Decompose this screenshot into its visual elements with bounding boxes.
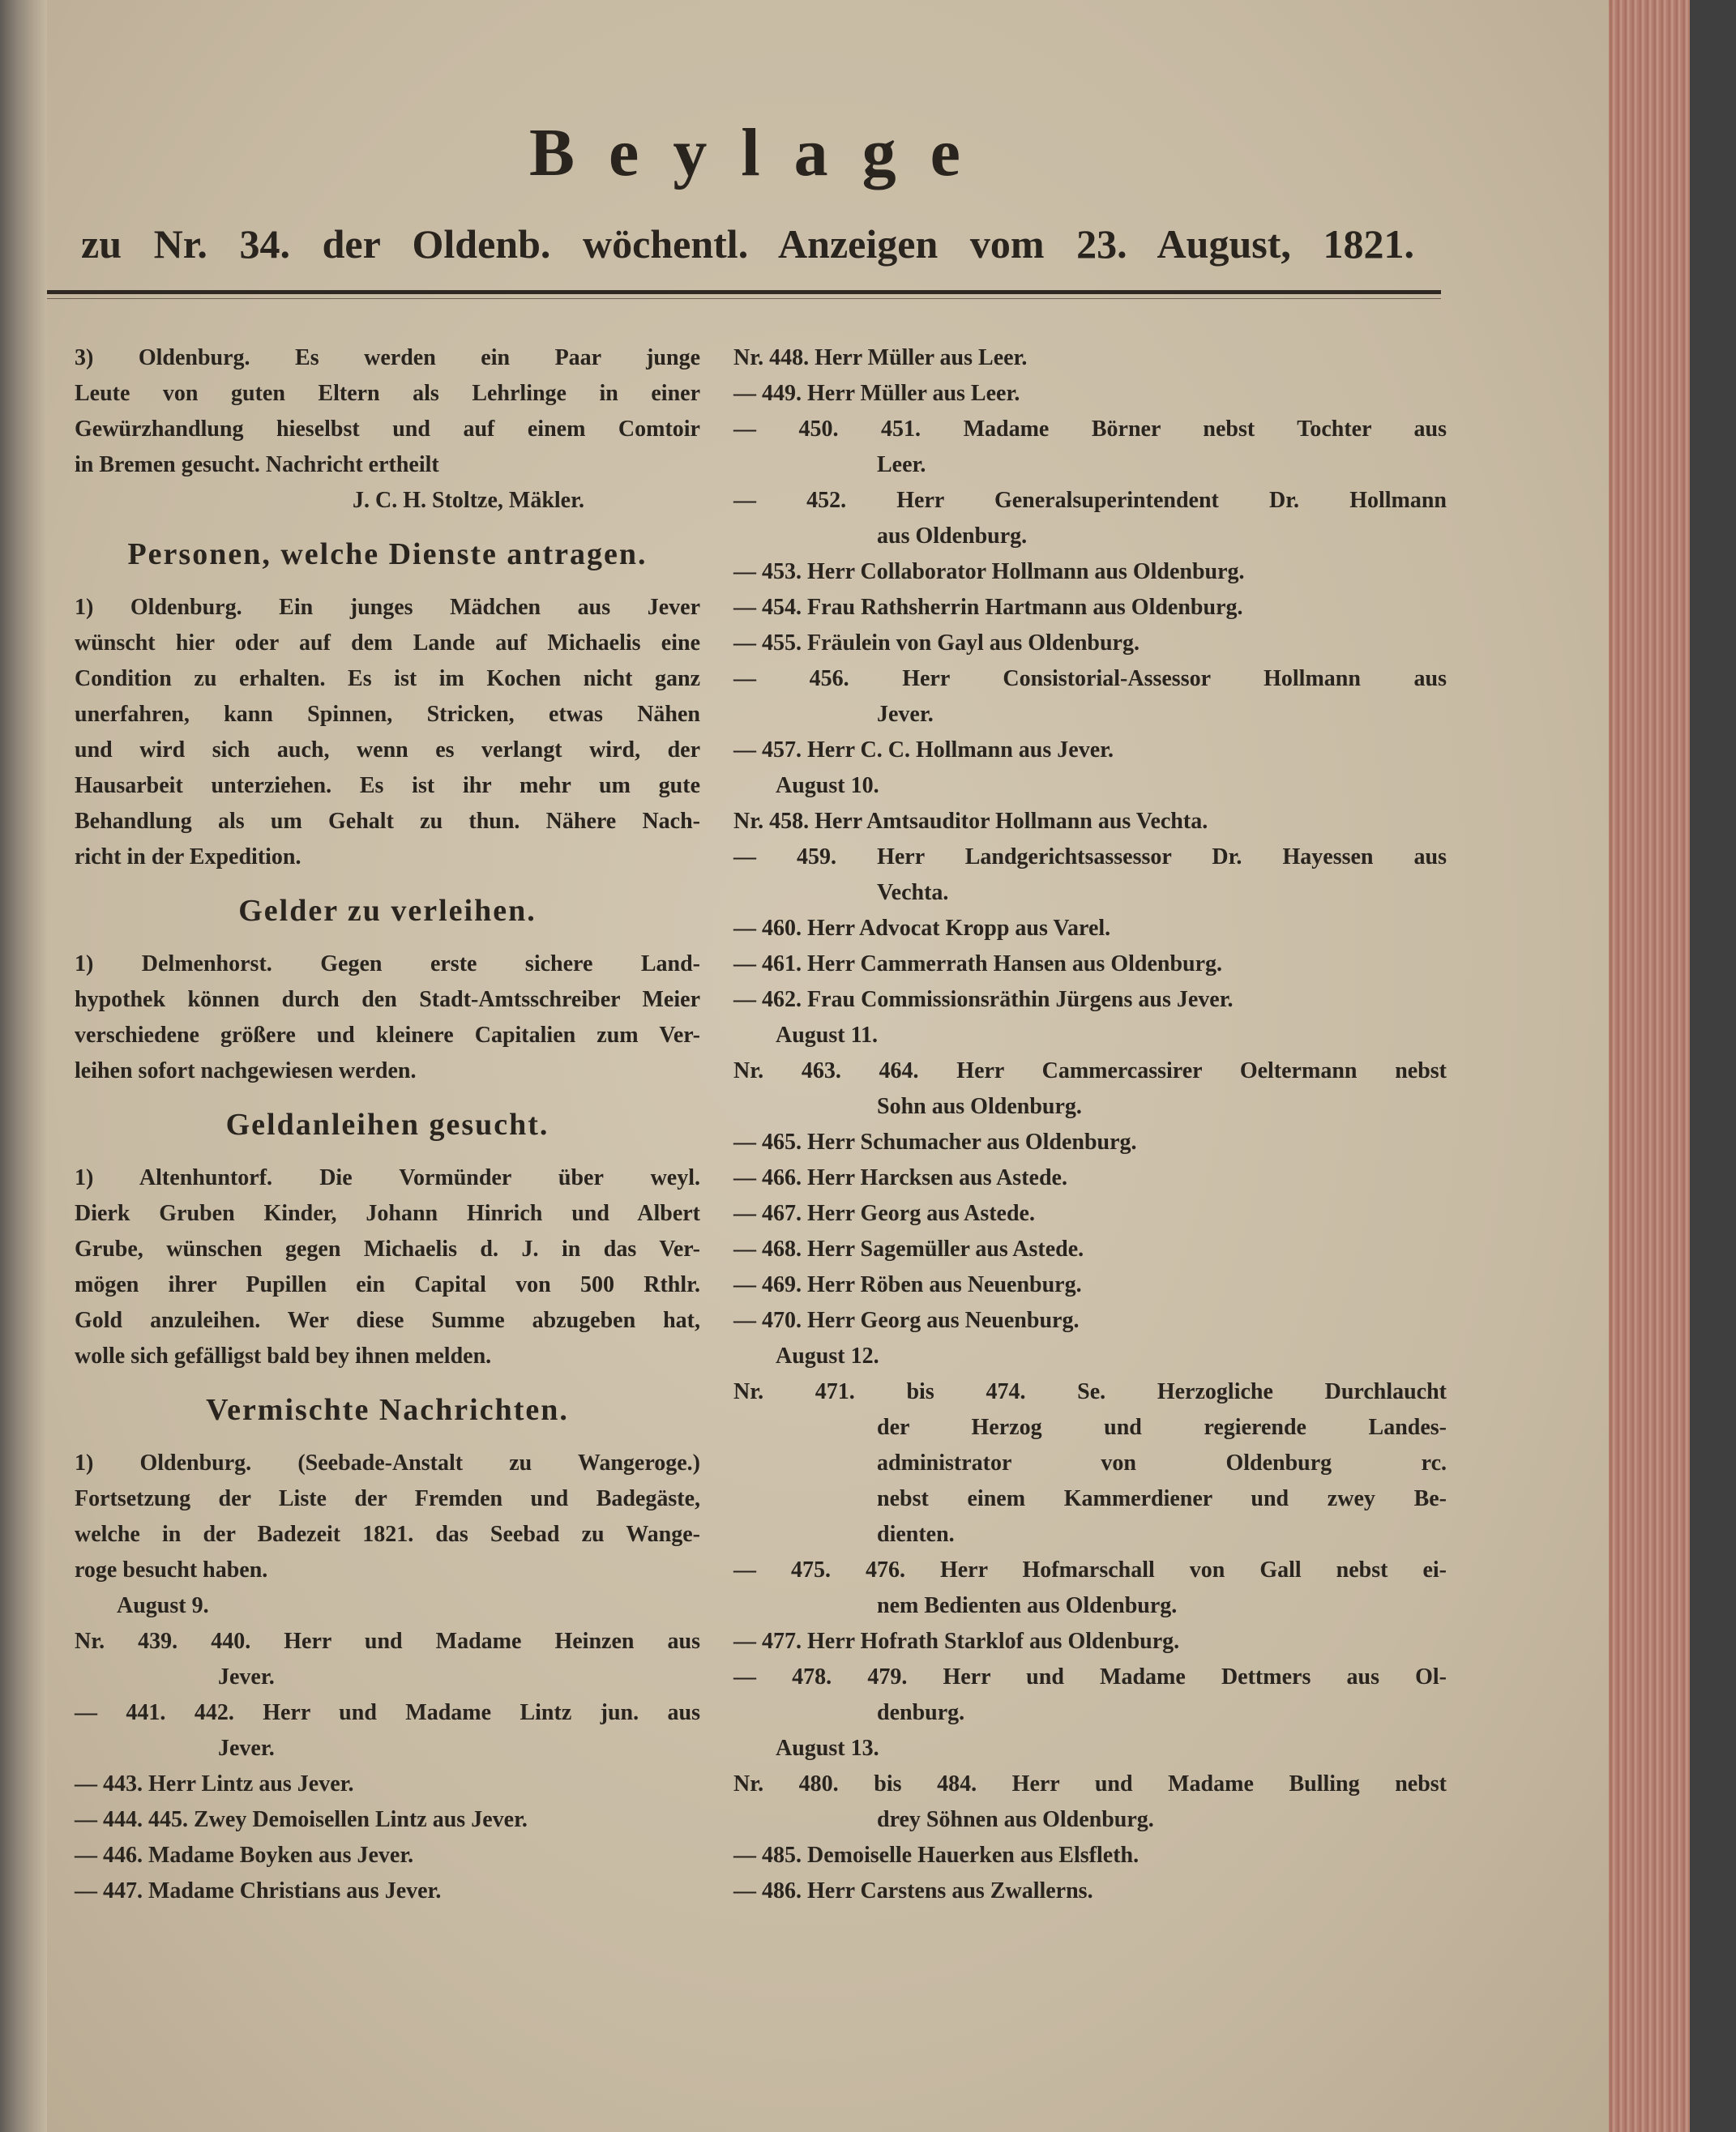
text-line: nebst einem Kammerdiener und zwey Be- bbox=[877, 1486, 1447, 1511]
text-line: 1) Delmenhorst. Gegen erste sichere Land- bbox=[75, 951, 700, 976]
date-heading: August 9. bbox=[117, 1593, 209, 1618]
text-line: Leute von guten Eltern als Lehrlinge in einer bbox=[75, 381, 700, 406]
text-line: und wird sich auch, wenn es verlangt wird, der bbox=[75, 737, 700, 763]
text-line: — 459. Herr Landgerichtsassessor Dr. Hayessen aus bbox=[733, 844, 1447, 869]
text-line: — 447. Madame Christians aus Jever. bbox=[75, 1878, 442, 1903]
text-line: unerfahren, kann Spinnen, Stricken, etwas Nähen bbox=[75, 702, 700, 727]
section-heading: Geldanleihen gesucht. bbox=[225, 1108, 549, 1142]
text-line: welche in der Badezeit 1821. das Seebad zu Wange- bbox=[75, 1522, 700, 1547]
text-line: wolle sich gefälligst bald bey ihnen melden. bbox=[75, 1344, 492, 1369]
text-line: Gold anzuleihen. Wer diese Summe abzugeben hat, bbox=[75, 1308, 700, 1333]
page-edges bbox=[1609, 0, 1690, 2132]
text-line: Behandlung als um Gehalt zu thun. Nähere Nach- bbox=[75, 809, 700, 834]
text-line: Nr. 458. Herr Amtsauditor Hollmann aus Vechta. bbox=[733, 809, 1208, 834]
text-line: — 444. 445. Zwey Demoisellen Lintz aus Jever. bbox=[75, 1807, 528, 1832]
text-line: — 457. Herr C. C. Hollmann aus Jever. bbox=[733, 737, 1114, 763]
text-line: — 443. Herr Lintz aus Jever. bbox=[75, 1771, 354, 1797]
text-line: — 467. Herr Georg aus Astede. bbox=[733, 1201, 1035, 1226]
text-line: Vechta. bbox=[877, 880, 949, 905]
text-line: drey Söhnen aus Oldenburg. bbox=[877, 1807, 1154, 1832]
left-column bbox=[75, 340, 700, 1909]
text-line: — 478. 479. Herr und Madame Dettmers aus Ol- bbox=[733, 1664, 1447, 1690]
date-heading: August 11. bbox=[776, 1023, 879, 1048]
text-line: — 466. Herr Harcksen aus Astede. bbox=[733, 1165, 1067, 1190]
text-line: Nr. 439. 440. Herr und Madame Heinzen aus bbox=[75, 1629, 700, 1654]
text-line: nem Bedienten aus Oldenburg. bbox=[877, 1593, 1178, 1618]
text-line: — 441. 442. Herr und Madame Lintz jun. aus bbox=[75, 1700, 700, 1725]
text-line: — 446. Madame Boyken aus Jever. bbox=[75, 1843, 414, 1868]
text-line: wünscht hier oder auf dem Lande auf Michaelis eine bbox=[75, 630, 700, 656]
text-line: — 462. Frau Commissionsräthin Jürgens aus Jever. bbox=[733, 987, 1234, 1012]
page-subtitle: zu Nr. 34. der Oldenb. wöchentl. Anzeigen vom 23. August, 1821. bbox=[81, 221, 1414, 267]
text-line: denburg. bbox=[877, 1700, 965, 1725]
text-line: — 485. Demoiselle Hauerken aus Elsfleth. bbox=[733, 1843, 1140, 1868]
section-heading: Vermischte Nachrichten. bbox=[206, 1393, 569, 1427]
text-line: dienten. bbox=[877, 1522, 955, 1547]
date-heading: August 10. bbox=[776, 773, 879, 798]
text-line: Hausarbeit unterziehen. Es ist ihr mehr um gute bbox=[75, 773, 700, 798]
text-line: Jever. bbox=[218, 1736, 275, 1761]
text-line: Jever. bbox=[877, 702, 934, 727]
book-spine bbox=[0, 0, 47, 2132]
text-line: verschiedene größere und kleinere Capitalien zum Ver- bbox=[75, 1023, 700, 1048]
text-line: — 452. Herr Generalsuperintendent Dr. Hollmann bbox=[733, 488, 1447, 513]
text-line: — 470. Herr Georg aus Neuenburg. bbox=[733, 1308, 1080, 1333]
text-line: hypothek können durch den Stadt-Amtsschreiber Meier bbox=[75, 987, 700, 1012]
text-line: — 450. 451. Madame Börner nebst Tochter aus bbox=[733, 417, 1447, 442]
text-line: 1) Altenhuntorf. Die Vormünder über weyl. bbox=[75, 1165, 700, 1190]
text-line: leihen sofort nachgewiesen werden. bbox=[75, 1058, 417, 1083]
text-line: — 455. Fräulein von Gayl aus Oldenburg. bbox=[733, 630, 1140, 656]
section-heading: Personen, welche Dienste antragen. bbox=[127, 537, 648, 571]
header-rule-thin bbox=[47, 298, 1441, 299]
signature: J. C. H. Stoltze, Mäkler. bbox=[353, 488, 584, 513]
text-line: richt in der Expedition. bbox=[75, 844, 301, 869]
text-line: Nr. 471. bis 474. Se. Herzogliche Durchlaucht bbox=[733, 1379, 1447, 1404]
text-line: der Herzog und regierende Landes- bbox=[877, 1415, 1447, 1440]
date-heading: August 13. bbox=[776, 1736, 879, 1761]
text-line: administrator von Oldenburg rc. bbox=[877, 1451, 1447, 1476]
text-line: 1) Oldenburg. (Seebade-Anstalt zu Wangeroge.) bbox=[75, 1451, 700, 1476]
text-line: — 453. Herr Collaborator Hollmann aus Oldenburg. bbox=[733, 559, 1245, 584]
text-line: — 454. Frau Rathsherrin Hartmann aus Oldenburg. bbox=[733, 595, 1243, 620]
text-line: Gewürzhandlung hieselbst und auf einem Comtoir bbox=[75, 417, 700, 442]
text-line: aus Oldenburg. bbox=[877, 523, 1028, 549]
text-line: — 468. Herr Sagemüller aus Astede. bbox=[733, 1237, 1084, 1262]
header-rule bbox=[47, 290, 1441, 294]
text-line: Fortsetzung der Liste der Fremden und Badegäste, bbox=[75, 1486, 700, 1511]
text-line: 3) Oldenburg. Es werden ein Paar junge bbox=[75, 345, 700, 370]
text-line: Nr. 463. 464. Herr Cammercassirer Oeltermann nebst bbox=[733, 1058, 1447, 1083]
text-line: Nr. 448. Herr Müller aus Leer. bbox=[733, 345, 1028, 370]
background bbox=[1690, 0, 1736, 2132]
text-line: Nr. 480. bis 484. Herr und Madame Bulling nebst bbox=[733, 1771, 1447, 1797]
text-line: Sohn aus Oldenburg. bbox=[877, 1094, 1082, 1119]
date-heading: August 12. bbox=[776, 1344, 879, 1369]
text-line: roge besucht haben. bbox=[75, 1557, 268, 1583]
text-line: mögen ihrer Pupillen ein Capital von 500 Rthlr. bbox=[75, 1272, 700, 1297]
text-line: — 469. Herr Röben aus Neuenburg. bbox=[733, 1272, 1082, 1297]
text-line: — 486. Herr Carstens aus Zwallerns. bbox=[733, 1878, 1093, 1903]
text-line: — 475. 476. Herr Hofmarschall von Gall nebst ei- bbox=[733, 1557, 1447, 1583]
page-title: Beylage bbox=[529, 115, 994, 190]
text-line: Grube, wünschen gegen Michaelis d. J. in das Ver- bbox=[75, 1237, 700, 1262]
text-line: — 477. Herr Hofrath Starklof aus Oldenburg. bbox=[733, 1629, 1180, 1654]
text-line: — 449. Herr Müller aus Leer. bbox=[733, 381, 1020, 406]
text-line: Leer. bbox=[877, 452, 926, 477]
right-column bbox=[733, 340, 1447, 1909]
text-line: — 456. Herr Consistorial-Assessor Hollmann aus bbox=[733, 666, 1447, 691]
text-line: — 461. Herr Cammerrath Hansen aus Oldenburg. bbox=[733, 951, 1223, 976]
text-line: Condition zu erhalten. Es ist im Kochen nicht ganz bbox=[75, 666, 700, 691]
text-line: Dierk Gruben Kinder, Johann Hinrich und Albert bbox=[75, 1201, 700, 1226]
text-line: — 460. Herr Advocat Kropp aus Varel. bbox=[733, 916, 1111, 941]
text-line: — 465. Herr Schumacher aus Oldenburg. bbox=[733, 1130, 1137, 1155]
text-line: Jever. bbox=[218, 1664, 275, 1690]
text-line: in Bremen gesucht. Nachricht ertheilt bbox=[75, 452, 439, 477]
text-line: 1) Oldenburg. Ein junges Mädchen aus Jever bbox=[75, 595, 700, 620]
section-heading: Gelder zu verleihen. bbox=[238, 894, 537, 928]
